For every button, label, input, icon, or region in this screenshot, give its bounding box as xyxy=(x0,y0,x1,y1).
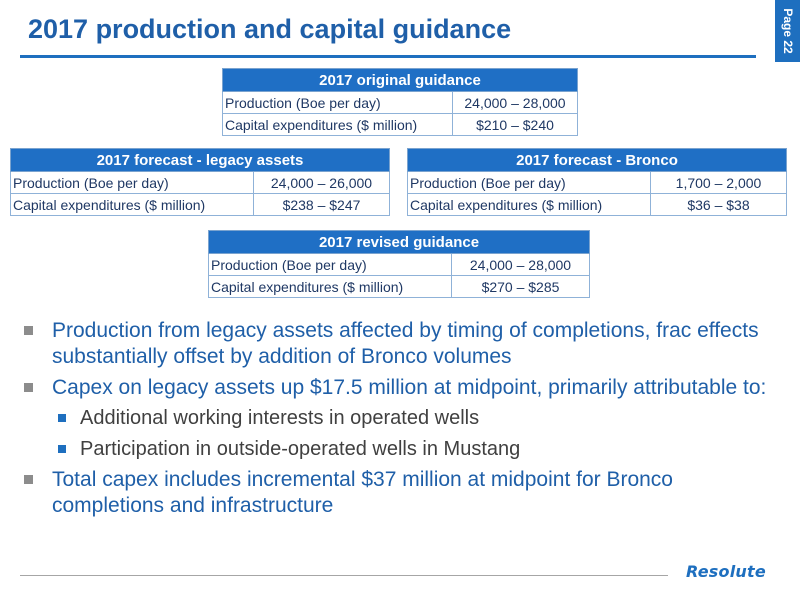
bullet-list xyxy=(22,318,782,524)
table-row xyxy=(408,194,787,216)
sub-bullet-text: Additional working interests in operated wells xyxy=(80,407,480,429)
row-label: Capital expenditures ($ million) xyxy=(11,194,254,216)
footer-divider xyxy=(20,575,668,576)
bullet-item xyxy=(22,375,782,462)
table-row xyxy=(209,276,590,298)
row-value: 24,000 – 28,000 xyxy=(452,254,590,276)
sub-bullet-text: Participation in outside-operated wells in Mustang xyxy=(80,438,521,460)
bullet-text: Capex on legacy assets up $17.5 million at midpoint, primarily attributable to: xyxy=(52,376,767,399)
row-label: Production (Boe per day) xyxy=(408,172,651,194)
original-guidance-table xyxy=(222,68,578,136)
sub-bullet-item xyxy=(52,436,782,462)
table-header: 2017 forecast - Bronco xyxy=(408,149,787,172)
row-value: $210 – $240 xyxy=(453,114,578,136)
page-number-label: Page 22 xyxy=(780,8,795,54)
bullet-item xyxy=(22,467,782,519)
row-value: 24,000 – 28,000 xyxy=(453,92,578,114)
page-title: 2017 production and capital guidance xyxy=(28,14,512,44)
table-header: 2017 original guidance xyxy=(223,69,578,92)
row-value: $36 – $38 xyxy=(651,194,787,216)
bullet-item xyxy=(22,318,782,370)
row-value: 24,000 – 26,000 xyxy=(254,172,390,194)
table-header: 2017 revised guidance xyxy=(209,231,590,254)
row-label: Capital expenditures ($ million) xyxy=(209,276,452,298)
table-row xyxy=(11,172,390,194)
row-value: 1,700 – 2,000 xyxy=(651,172,787,194)
table-row xyxy=(223,114,578,136)
table-header: 2017 forecast - legacy assets xyxy=(11,149,390,172)
square-bullet-icon xyxy=(24,383,33,392)
revised-guidance-table xyxy=(208,230,590,298)
square-bullet-icon xyxy=(58,414,66,422)
row-label: Production (Boe per day) xyxy=(11,172,254,194)
row-value: $238 – $247 xyxy=(254,194,390,216)
sub-bullet-list xyxy=(52,405,782,462)
resolute-logo: Resolute xyxy=(686,562,766,581)
bullet-text: Total capex includes incremental $37 million at midpoint for Bronco completions and infrastructure xyxy=(52,468,673,517)
square-bullet-icon xyxy=(58,445,66,453)
table-row xyxy=(408,172,787,194)
sub-bullet-item xyxy=(52,405,782,431)
row-label: Production (Boe per day) xyxy=(209,254,452,276)
legacy-forecast-table xyxy=(10,148,390,216)
bronco-forecast-table xyxy=(407,148,787,216)
row-label: Capital expenditures ($ million) xyxy=(408,194,651,216)
title-underline xyxy=(20,55,756,58)
page-number-tab xyxy=(775,0,800,62)
table-row xyxy=(11,194,390,216)
square-bullet-icon xyxy=(24,326,33,335)
row-label: Production (Boe per day) xyxy=(223,92,453,114)
row-label: Capital expenditures ($ million) xyxy=(223,114,453,136)
square-bullet-icon xyxy=(24,475,33,484)
table-row xyxy=(223,92,578,114)
row-value: $270 – $285 xyxy=(452,276,590,298)
bullet-text: Production from legacy assets affected by timing of completions, frac effects substantially offset by addition of Bronco volumes xyxy=(52,319,759,368)
table-row xyxy=(209,254,590,276)
